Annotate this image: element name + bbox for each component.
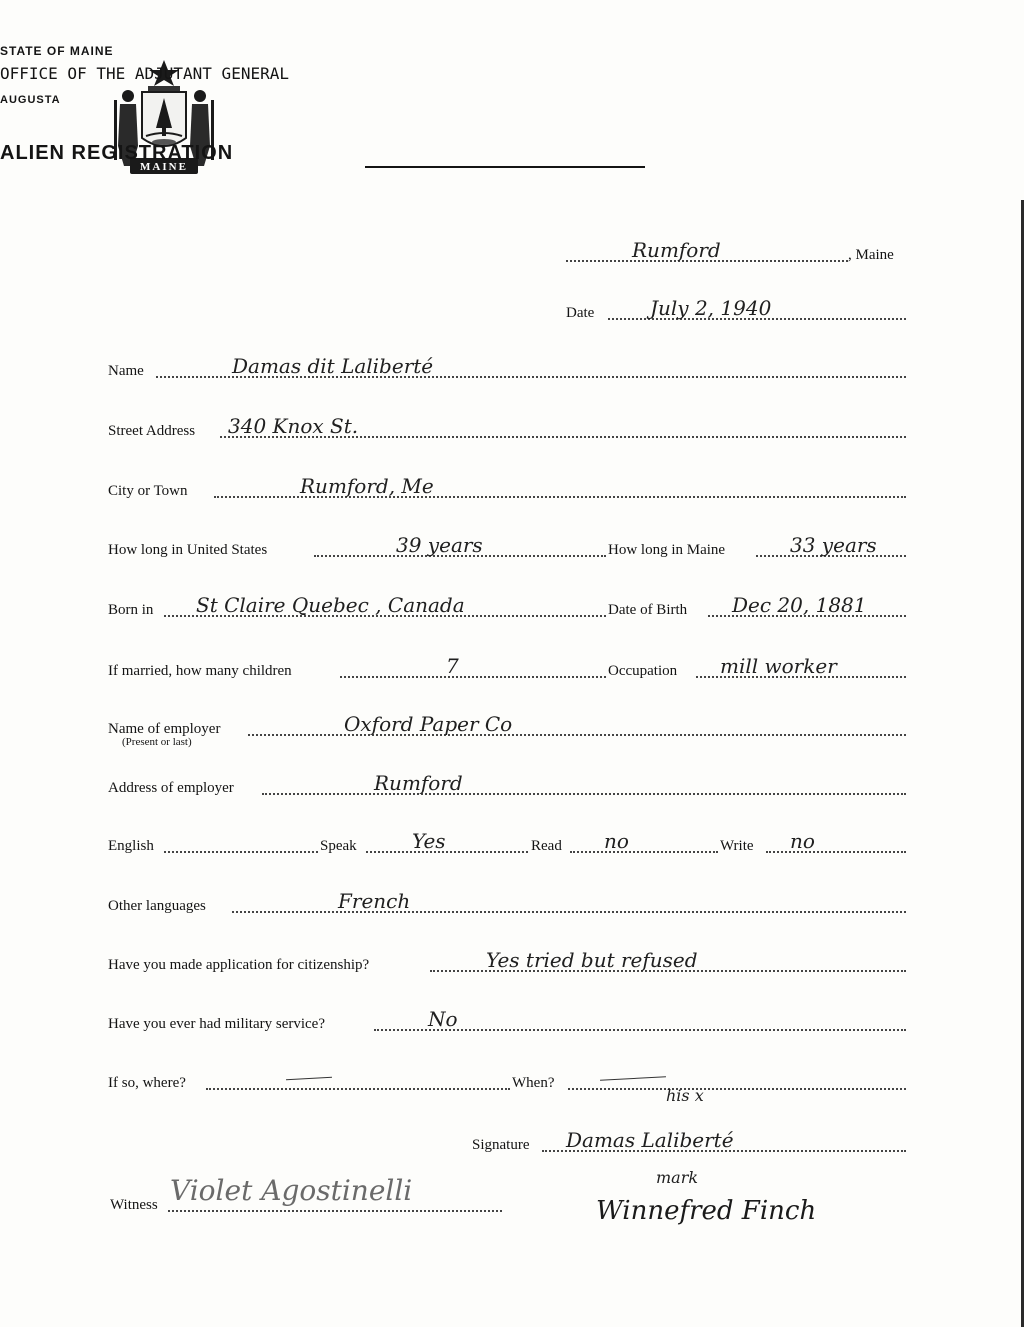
read-value: no xyxy=(604,829,629,853)
location-value: Rumford xyxy=(632,238,721,262)
citizenship-value: Yes tried but refused xyxy=(486,948,698,972)
residency-row xyxy=(0,535,1024,565)
header-state: STATE OF MAINE xyxy=(0,44,114,58)
witness-value: Violet Agostinelli xyxy=(170,1174,413,1207)
other-languages-line xyxy=(232,911,906,913)
employer-address-row xyxy=(0,773,1024,803)
born-value: St Claire Quebec , Canada xyxy=(196,593,465,617)
service-row xyxy=(0,1068,1024,1098)
form-title: ALIEN REGISTRATION xyxy=(0,142,234,164)
maine-label: How long in Maine xyxy=(608,542,726,558)
employer-label: Name of employer xyxy=(108,721,221,737)
seal-motto: MAINE xyxy=(140,161,188,173)
date-label: Date xyxy=(566,305,595,321)
speak-label: Speak xyxy=(320,838,357,854)
citizenship-label: Have you made application for citizenship? xyxy=(108,957,370,973)
speak-value: Yes xyxy=(412,829,446,853)
write-line xyxy=(766,851,906,853)
when-line xyxy=(568,1088,906,1090)
us-label: How long in United States xyxy=(108,542,268,558)
location-suffix: , Maine xyxy=(848,247,894,263)
name-row xyxy=(0,356,1024,386)
date-row xyxy=(0,298,1024,328)
where-line xyxy=(206,1088,510,1090)
witness-label: Witness xyxy=(110,1197,158,1213)
military-row xyxy=(0,1009,1024,1039)
name-label: Name xyxy=(108,363,144,379)
header-office: OFFICE OF THE ADJUTANT GENERAL xyxy=(0,64,289,83)
second-witness-value: Winnefred Finch xyxy=(596,1196,817,1226)
children-line xyxy=(340,676,606,678)
signature-value: Damas Laliberté xyxy=(566,1128,734,1152)
street-value: 340 Knox St. xyxy=(228,414,359,438)
children-value: 7 xyxy=(446,654,459,678)
occupation-value: mill worker xyxy=(720,654,837,678)
signature-mark-above: his x xyxy=(666,1086,704,1105)
other-languages-value: French xyxy=(338,889,411,913)
other-languages-row xyxy=(0,891,1024,921)
occupation-label: Occupation xyxy=(608,663,678,679)
city-label: City or Town xyxy=(108,483,188,499)
military-value: No xyxy=(428,1007,458,1031)
english-line xyxy=(164,851,318,853)
maine-value: 33 years xyxy=(790,533,877,557)
header-city: AUGUSTA xyxy=(0,94,61,106)
speak-line xyxy=(366,851,528,853)
when-label: When? xyxy=(512,1075,555,1091)
date-value: July 2, 1940 xyxy=(650,296,772,320)
witness-line xyxy=(168,1210,502,1212)
citizenship-row xyxy=(0,950,1024,980)
us-value: 39 years xyxy=(396,533,483,557)
dob-label: Date of Birth xyxy=(608,602,688,618)
family-row xyxy=(0,656,1024,686)
signature-label: Signature xyxy=(472,1137,530,1153)
born-label: Born in xyxy=(108,602,154,618)
employer-sublabel: (Present or last) xyxy=(122,736,192,748)
city-value: Rumford, Me xyxy=(300,474,434,498)
write-value: no xyxy=(790,829,815,853)
children-label: If married, how many children xyxy=(108,663,292,679)
dob-value: Dec 20, 1881 xyxy=(732,593,867,617)
when-dash xyxy=(600,1076,666,1080)
signature-row xyxy=(0,1130,1024,1160)
name-value: Damas dit Laliberté xyxy=(232,354,434,378)
read-line xyxy=(570,851,718,853)
birth-row xyxy=(0,595,1024,625)
street-label: Street Address xyxy=(108,423,196,439)
employer-address-value: Rumford xyxy=(374,771,463,795)
write-label: Write xyxy=(720,838,754,854)
where-label: If so, where? xyxy=(108,1075,186,1091)
signature-mark-below: mark xyxy=(656,1168,699,1187)
street-row xyxy=(0,416,1024,446)
english-label: English xyxy=(108,838,154,854)
city-row xyxy=(0,476,1024,506)
title-underline xyxy=(365,166,645,168)
employer-value: Oxford Paper Co xyxy=(344,712,513,736)
military-label: Have you ever had military service? xyxy=(108,1016,325,1032)
where-dash xyxy=(286,1077,332,1080)
location-row xyxy=(0,240,1024,270)
employer-address-line xyxy=(262,793,906,795)
english-row xyxy=(0,831,1024,861)
other-languages-label: Other languages xyxy=(108,898,206,914)
witness-row xyxy=(0,1190,1024,1220)
employer-address-label: Address of employer xyxy=(108,780,234,796)
read-label: Read xyxy=(531,838,562,854)
